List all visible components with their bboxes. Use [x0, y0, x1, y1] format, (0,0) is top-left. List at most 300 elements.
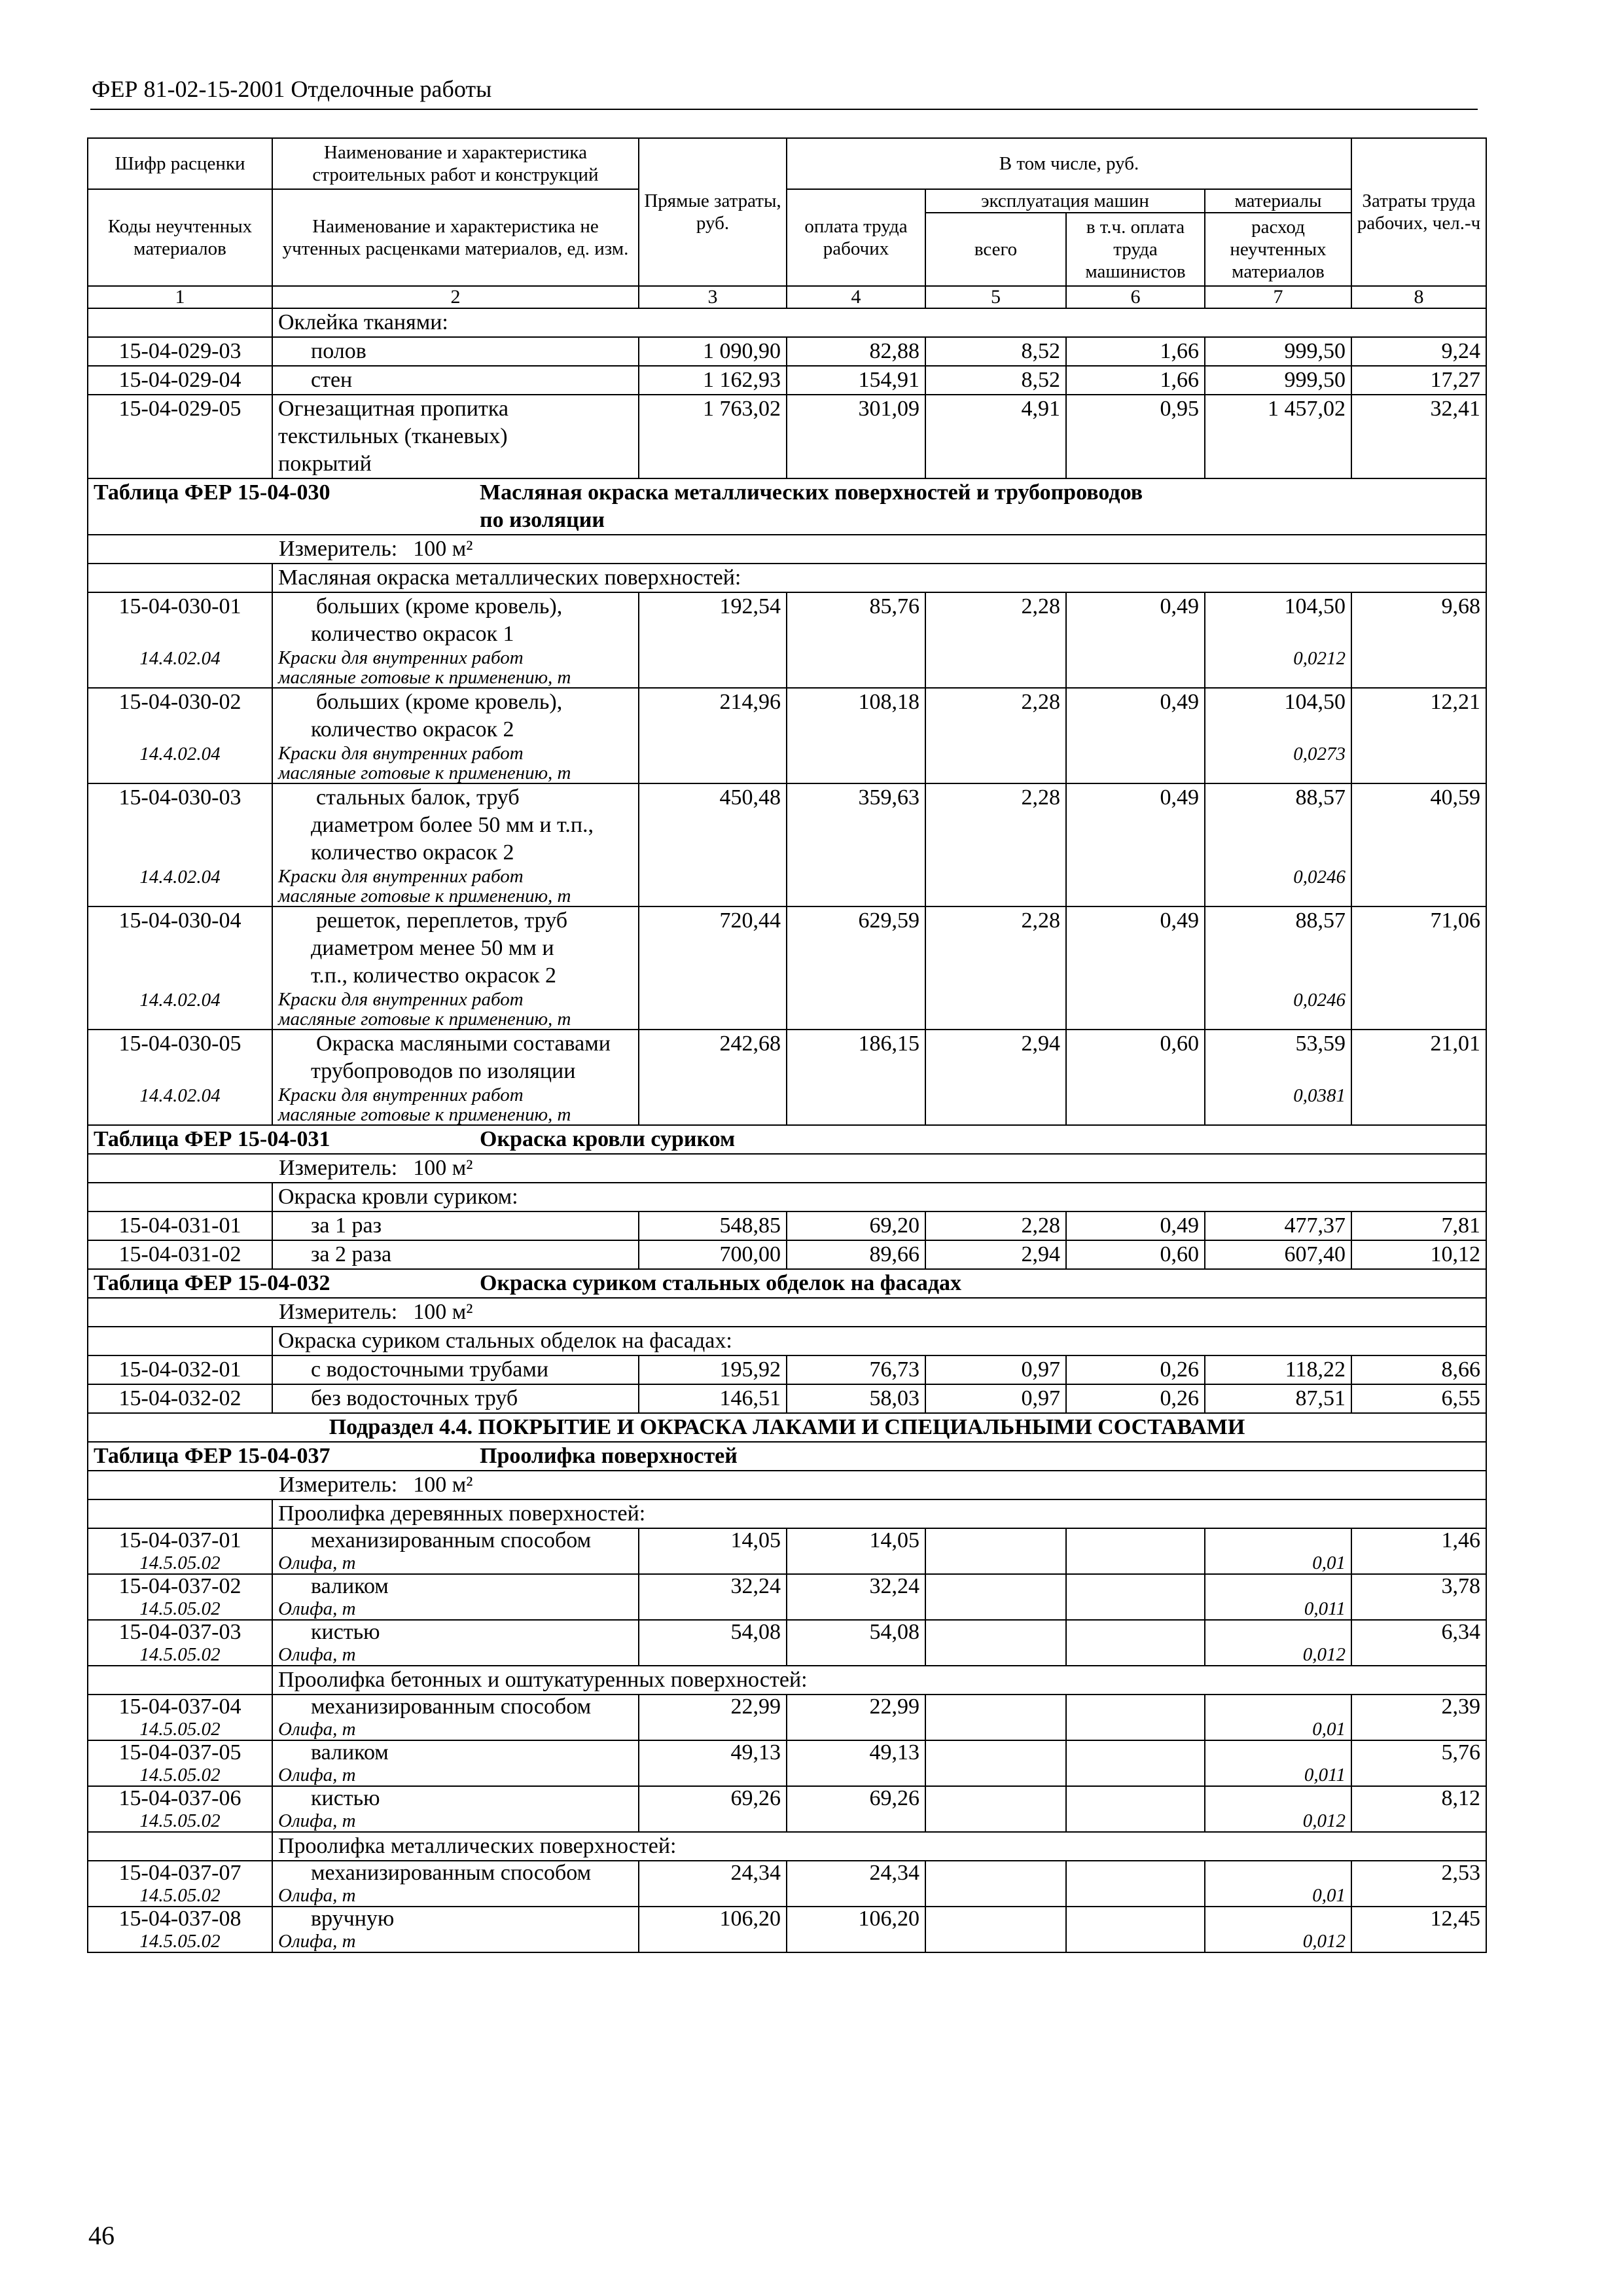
row-direct: 54,08 — [639, 1620, 787, 1666]
page-header-title: ФЕР 81-02-15-2001 Отделочные работы — [92, 76, 492, 102]
group-row — [88, 1666, 1486, 1695]
material-name: масляные готовые к применению, т — [278, 762, 571, 783]
row-materials: 1 457,02 — [1205, 395, 1351, 478]
row-m-total: 0,97 — [925, 1355, 1066, 1384]
material-code: 14.4.02.04 — [139, 1085, 221, 1106]
material-qty: 0,01 — [1312, 1552, 1346, 1573]
measure-row — [88, 1298, 1486, 1327]
row-materials — [1205, 1574, 1351, 1620]
material-qty: 0,01 — [1312, 1719, 1346, 1740]
row-code: 15-04-029-03 — [88, 337, 272, 366]
material-code: 14.5.05.02 — [139, 1552, 221, 1573]
row-code — [88, 906, 272, 1030]
group-spacer — [88, 1832, 272, 1861]
table-number: Таблица ФЕР 15-04-030 — [94, 480, 330, 505]
col-pay-header: оплата труда рабочих — [787, 189, 925, 286]
table-row — [88, 1861, 1486, 1907]
row-pay: 14,05 — [787, 1528, 925, 1574]
row-name — [272, 1740, 639, 1786]
row-pay: 24,34 — [787, 1861, 925, 1907]
row-m-pay — [1066, 1574, 1205, 1620]
row-m-total: 4,91 — [925, 395, 1066, 478]
row-name-line: кистью — [311, 1786, 380, 1810]
row-pay: 85,76 — [787, 592, 925, 688]
material-name: масляные готовые к применению, т — [278, 886, 571, 906]
row-code — [88, 1740, 272, 1786]
row-code-value: 15-04-037-01 — [118, 1528, 241, 1552]
rates-table — [87, 137, 1487, 1953]
row-direct: 1 763,02 — [639, 395, 787, 478]
row-code — [88, 1786, 272, 1832]
col-direct-header: Прямые затраты, руб. — [639, 138, 787, 286]
row-direct: 146,51 — [639, 1384, 787, 1413]
row-code — [88, 688, 272, 783]
row-materials-value: 53,59 — [1295, 1031, 1346, 1056]
row-materials — [1205, 1861, 1351, 1907]
row-code-value: 15-04-037-05 — [118, 1740, 241, 1765]
material-qty: 0,0381 — [1293, 1085, 1346, 1106]
row-code-value: 15-04-037-08 — [118, 1907, 241, 1931]
material-code: 14.4.02.04 — [139, 648, 221, 669]
row-m-pay: 1,66 — [1066, 366, 1205, 395]
material-code: 14.4.02.04 — [139, 990, 221, 1011]
row-m-pay: 0,49 — [1066, 1211, 1205, 1240]
row-pay: 301,09 — [787, 395, 925, 478]
material-name: Олифа, т — [278, 1810, 356, 1831]
table-row — [88, 1528, 1486, 1574]
table-name: Проолифка поверхностей — [480, 1444, 738, 1468]
measure-value: 100 м² — [413, 1473, 473, 1497]
material-qty: 0,0273 — [1293, 744, 1346, 764]
table-name: Окраска кровли суриком — [480, 1127, 736, 1151]
col-mat-sub-header: расход неучтенных материалов — [1205, 213, 1351, 286]
row-m-total: 8,52 — [925, 337, 1066, 366]
material-qty: 0,0246 — [1293, 990, 1346, 1011]
row-name: за 2 раза — [272, 1240, 639, 1269]
col-num-4: 4 — [787, 286, 925, 308]
row-m-pay — [1066, 1861, 1205, 1907]
row-m-pay: 0,95 — [1066, 395, 1205, 478]
row-labor: 12,45 — [1351, 1907, 1486, 1952]
material-code: 14.5.05.02 — [139, 1765, 221, 1785]
row-m-pay — [1066, 1786, 1205, 1832]
material-qty: 0,0212 — [1293, 648, 1346, 669]
group-row — [88, 308, 1486, 337]
row-m-pay: 0,60 — [1066, 1030, 1205, 1125]
row-name: с водосточными трубами — [272, 1355, 639, 1384]
row-direct: 720,44 — [639, 906, 787, 1030]
row-direct: 214,96 — [639, 688, 787, 783]
row-m-pay: 0,26 — [1066, 1384, 1205, 1413]
subsection-title: Подраздел 4.4. ПОКРЫТИЕ И ОКРАСКА ЛАКАМИ И СПЕЦИАЛЬНЫМИ СОСТАВАМИ — [88, 1413, 1486, 1442]
row-m-total — [925, 1528, 1066, 1574]
row-direct: 195,92 — [639, 1355, 787, 1384]
material-name: Краски для внутренних работ — [278, 647, 524, 668]
row-materials — [1205, 1786, 1351, 1832]
material-qty: 0,011 — [1304, 1765, 1346, 1785]
col-name-sub-header: Наименование и характеристика не учтенных расценками материалов, ед. изм. — [272, 189, 639, 286]
row-name-line: вручную — [311, 1907, 395, 1931]
material-qty: 0,0246 — [1293, 867, 1346, 888]
table-row — [88, 906, 1486, 1030]
row-m-pay — [1066, 1620, 1205, 1666]
row-name-line: диаметром менее 50 мм и — [311, 936, 554, 960]
group-label: Окраска кровли суриком: — [272, 1183, 1486, 1211]
row-name-line: валиком — [311, 1740, 389, 1765]
table-row — [88, 1384, 1486, 1413]
measure-label: Измеритель: — [279, 1473, 398, 1497]
row-name — [272, 1528, 639, 1574]
row-materials: 999,50 — [1205, 337, 1351, 366]
row-code-value: 15-04-037-02 — [118, 1574, 241, 1598]
row-materials: 477,37 — [1205, 1211, 1351, 1240]
row-labor: 32,41 — [1351, 395, 1486, 478]
subsection-row — [88, 1413, 1486, 1442]
table-number: Таблица ФЕР 15-04-032 — [94, 1271, 330, 1295]
row-direct: 49,13 — [639, 1740, 787, 1786]
row-name-line: решеток, переплетов, труб — [316, 908, 568, 933]
row-m-total — [925, 1740, 1066, 1786]
row-pay: 58,03 — [787, 1384, 925, 1413]
table-row — [88, 1211, 1486, 1240]
material-name: Олифа, т — [278, 1885, 356, 1906]
row-pay: 49,13 — [787, 1740, 925, 1786]
row-code — [88, 1030, 272, 1125]
table-row — [88, 395, 1486, 478]
row-name-line: количество окрасок 2 — [311, 840, 514, 865]
group-label: Проолифка деревянных поверхностей: — [272, 1499, 1486, 1528]
material-name: Олифа, т — [278, 1552, 356, 1573]
row-code: 15-04-029-04 — [88, 366, 272, 395]
row-direct: 24,34 — [639, 1861, 787, 1907]
measure-value: 100 м² — [413, 1300, 473, 1324]
row-labor: 2,53 — [1351, 1861, 1486, 1907]
row-name-line: больших (кроме кровель), — [316, 690, 563, 714]
group-label: Окраска суриком стальных обделок на фасадах: — [272, 1327, 1486, 1355]
table-row — [88, 1695, 1486, 1740]
col-name-header: Наименование и характеристика строительных работ и конструкций — [272, 138, 639, 189]
row-name: полов — [272, 337, 639, 366]
row-m-total: 2,94 — [925, 1030, 1066, 1125]
row-name-line: Окраска масляными составами — [316, 1031, 611, 1056]
row-materials-value: 104,50 — [1284, 690, 1346, 714]
group-spacer — [88, 1499, 272, 1528]
row-materials: 118,22 — [1205, 1355, 1351, 1384]
row-labor: 17,27 — [1351, 366, 1486, 395]
row-code: 15-04-032-01 — [88, 1355, 272, 1384]
row-pay: 186,15 — [787, 1030, 925, 1125]
table-header — [88, 138, 1486, 308]
row-code — [88, 592, 272, 688]
row-m-total — [925, 1620, 1066, 1666]
measure-value: 100 м² — [413, 1156, 473, 1180]
row-name — [272, 592, 639, 688]
measure-value: 100 м² — [413, 537, 473, 561]
row-labor: 6,55 — [1351, 1384, 1486, 1413]
row-m-total: 8,52 — [925, 366, 1066, 395]
table-row — [88, 1030, 1486, 1125]
row-code-value: 15-04-037-07 — [118, 1861, 241, 1885]
row-pay: 76,73 — [787, 1355, 925, 1384]
measure-label: Измеритель: — [279, 1300, 398, 1324]
col-code-header: Шифр расценки — [88, 138, 272, 189]
row-labor: 71,06 — [1351, 906, 1486, 1030]
table-name: Масляная окраска металлических поверхностей и трубопроводов — [480, 480, 1143, 505]
row-labor: 8,12 — [1351, 1786, 1486, 1832]
table-row — [88, 366, 1486, 395]
group-row — [88, 1832, 1486, 1861]
row-name: без водосточных труб — [272, 1384, 639, 1413]
material-code: 14.4.02.04 — [139, 744, 221, 764]
row-name-line: механизированным способом — [311, 1528, 592, 1552]
row-name-line: т.п., количество окрасок 2 — [311, 963, 557, 988]
group-row — [88, 1499, 1486, 1528]
table-row — [88, 688, 1486, 783]
row-code — [88, 1907, 272, 1952]
material-name: Олифа, т — [278, 1644, 356, 1665]
row-m-total: 2,28 — [925, 906, 1066, 1030]
row-labor: 6,34 — [1351, 1620, 1486, 1666]
col-incl-header: В том числе, руб. — [787, 138, 1351, 189]
row-materials — [1205, 1907, 1351, 1952]
row-m-pay — [1066, 1528, 1205, 1574]
group-row — [88, 1327, 1486, 1355]
row-code — [88, 1861, 272, 1907]
row-m-total — [925, 1861, 1066, 1907]
measure-row — [88, 1154, 1486, 1183]
row-code — [88, 783, 272, 906]
row-materials — [1205, 688, 1351, 783]
row-name-line: покрытий — [278, 452, 372, 476]
row-materials: 607,40 — [1205, 1240, 1351, 1269]
measure-label: Измеритель: — [279, 1156, 398, 1180]
table-row — [88, 1907, 1486, 1952]
row-code-value: 15-04-030-05 — [118, 1031, 241, 1056]
row-materials: 87,51 — [1205, 1384, 1351, 1413]
col-num-1: 1 — [88, 286, 272, 308]
row-name — [272, 783, 639, 906]
table-title-row — [88, 1125, 1486, 1154]
material-name: Краски для внутренних работ — [278, 866, 524, 887]
col-num-5: 5 — [925, 286, 1066, 308]
row-m-total — [925, 1574, 1066, 1620]
row-name-line: количество окрасок 2 — [311, 717, 514, 742]
row-m-pay — [1066, 1695, 1205, 1740]
col-labor-header: Затраты труда рабочих, чел.-ч — [1351, 138, 1486, 286]
material-code: 14.5.05.02 — [139, 1931, 221, 1952]
row-direct: 700,00 — [639, 1240, 787, 1269]
table-row — [88, 1786, 1486, 1832]
table-title-row — [88, 1269, 1486, 1298]
row-m-pay: 0,26 — [1066, 1355, 1205, 1384]
material-code: 14.4.02.04 — [139, 867, 221, 888]
group-label: Проолифка бетонных и оштукатуренных поверхностей: — [272, 1666, 1486, 1695]
header-rule — [90, 109, 1478, 110]
row-name — [272, 906, 639, 1030]
col-machines-header: эксплуатация машин — [925, 189, 1205, 213]
row-name-line: механизированным способом — [311, 1861, 592, 1885]
row-m-pay: 0,49 — [1066, 906, 1205, 1030]
row-labor: 2,39 — [1351, 1695, 1486, 1740]
row-name-line: количество окрасок 1 — [311, 622, 514, 646]
row-code: 15-04-032-02 — [88, 1384, 272, 1413]
table-row — [88, 1574, 1486, 1620]
row-pay: 359,63 — [787, 783, 925, 906]
col-materials-header: материалы — [1205, 189, 1351, 213]
row-name-line: кистью — [311, 1620, 380, 1644]
row-materials — [1205, 1740, 1351, 1786]
row-m-pay: 0,49 — [1066, 592, 1205, 688]
row-pay: 54,08 — [787, 1620, 925, 1666]
material-name: Краски для внутренних работ — [278, 989, 524, 1010]
row-code-value: 15-04-030-04 — [118, 908, 241, 933]
table-row — [88, 592, 1486, 688]
row-name-line: механизированным способом — [311, 1695, 592, 1719]
row-m-pay — [1066, 1740, 1205, 1786]
col-num-2: 2 — [272, 286, 639, 308]
material-name: Краски для внутренних работ — [278, 1085, 524, 1105]
row-labor: 10,12 — [1351, 1240, 1486, 1269]
material-name: масляные готовые к применению, т — [278, 1009, 571, 1030]
row-code-value: 15-04-030-01 — [118, 594, 241, 619]
row-materials — [1205, 1528, 1351, 1574]
row-code — [88, 1574, 272, 1620]
group-label: Проолифка металлических поверхностей: — [272, 1832, 1486, 1861]
row-direct: 32,24 — [639, 1574, 787, 1620]
row-labor: 7,81 — [1351, 1211, 1486, 1240]
row-name-line: диаметром более 50 мм и т.п., — [311, 813, 594, 837]
row-name — [272, 1695, 639, 1740]
row-direct: 450,48 — [639, 783, 787, 906]
col-m-pay-header: в т.ч. оплата труда машинистов — [1066, 213, 1205, 286]
measure-label: Измеритель: — [279, 537, 398, 561]
row-labor: 3,78 — [1351, 1574, 1486, 1620]
group-row — [88, 1183, 1486, 1211]
col-num-3: 3 — [639, 286, 787, 308]
page-number: 46 — [88, 2221, 115, 2250]
row-direct: 1 162,93 — [639, 366, 787, 395]
table-row — [88, 1740, 1486, 1786]
row-m-pay — [1066, 1907, 1205, 1952]
col-m-total-header: всего — [925, 213, 1066, 286]
material-name: Олифа, т — [278, 1765, 356, 1785]
row-labor: 5,76 — [1351, 1740, 1486, 1786]
row-direct: 548,85 — [639, 1211, 787, 1240]
row-pay: 69,20 — [787, 1211, 925, 1240]
table-row — [88, 1620, 1486, 1666]
row-pay: 22,99 — [787, 1695, 925, 1740]
material-code: 14.5.05.02 — [139, 1644, 221, 1665]
row-labor: 8,66 — [1351, 1355, 1486, 1384]
material-qty: 0,01 — [1312, 1885, 1346, 1906]
material-qty: 0,012 — [1302, 1931, 1346, 1952]
row-materials — [1205, 1695, 1351, 1740]
row-direct: 1 090,90 — [639, 337, 787, 366]
table-row — [88, 1355, 1486, 1384]
group-row — [88, 564, 1486, 592]
table-title-row — [88, 478, 1486, 535]
row-name — [272, 1786, 639, 1832]
material-name: масляные готовые к применению, т — [278, 667, 571, 688]
row-code-value: 15-04-037-04 — [118, 1695, 241, 1719]
material-code: 14.5.05.02 — [139, 1885, 221, 1906]
measure-row — [88, 1471, 1486, 1499]
row-name — [272, 1030, 639, 1125]
row-m-pay: 0,49 — [1066, 688, 1205, 783]
table-row — [88, 783, 1486, 906]
group-label: Оклейка тканями: — [272, 308, 1486, 337]
row-materials-value: 88,57 — [1295, 908, 1346, 933]
measure-row — [88, 535, 1486, 564]
row-code — [88, 1620, 272, 1666]
row-labor: 1,46 — [1351, 1528, 1486, 1574]
row-direct: 14,05 — [639, 1528, 787, 1574]
material-name: Краски для внутренних работ — [278, 743, 524, 764]
row-direct: 22,99 — [639, 1695, 787, 1740]
row-name — [272, 395, 639, 478]
row-labor: 40,59 — [1351, 783, 1486, 906]
table-number: Таблица ФЕР 15-04-031 — [94, 1127, 330, 1151]
row-pay: 69,26 — [787, 1786, 925, 1832]
row-m-total — [925, 1695, 1066, 1740]
row-materials: 999,50 — [1205, 366, 1351, 395]
row-code: 15-04-031-01 — [88, 1211, 272, 1240]
row-materials — [1205, 1030, 1351, 1125]
row-materials-value: 104,50 — [1284, 594, 1346, 619]
row-m-pay: 1,66 — [1066, 337, 1205, 366]
row-direct: 242,68 — [639, 1030, 787, 1125]
row-m-total: 2,28 — [925, 783, 1066, 906]
row-pay: 89,66 — [787, 1240, 925, 1269]
row-name — [272, 1620, 639, 1666]
row-name — [272, 1907, 639, 1952]
row-labor: 21,01 — [1351, 1030, 1486, 1125]
material-code: 14.5.05.02 — [139, 1719, 221, 1740]
material-name: Олифа, т — [278, 1719, 356, 1740]
row-materials — [1205, 906, 1351, 1030]
row-code-value: 15-04-030-02 — [118, 690, 241, 714]
row-name-line: стальных балок, труб — [316, 785, 520, 810]
row-name: стен — [272, 366, 639, 395]
row-pay: 629,59 — [787, 906, 925, 1030]
row-name-line: текстильных (тканевых) — [278, 424, 508, 448]
row-name-line: валиком — [311, 1574, 389, 1598]
material-name: масляные готовые к применению, т — [278, 1104, 571, 1125]
row-materials — [1205, 592, 1351, 688]
table-row — [88, 337, 1486, 366]
row-code: 15-04-029-05 — [88, 395, 272, 478]
table-name: по изоляции — [480, 508, 605, 532]
row-materials — [1205, 783, 1351, 906]
row-pay: 106,20 — [787, 1907, 925, 1952]
row-direct: 69,26 — [639, 1786, 787, 1832]
row-m-total: 0,97 — [925, 1384, 1066, 1413]
row-materials — [1205, 1620, 1351, 1666]
material-qty: 0,012 — [1302, 1644, 1346, 1665]
group-spacer — [88, 1666, 272, 1695]
row-m-pay: 0,49 — [1066, 783, 1205, 906]
row-code — [88, 1528, 272, 1574]
row-code: 15-04-031-02 — [88, 1240, 272, 1269]
row-pay: 108,18 — [787, 688, 925, 783]
row-name — [272, 688, 639, 783]
row-direct: 192,54 — [639, 592, 787, 688]
table-row — [88, 1240, 1486, 1269]
row-labor: 9,24 — [1351, 337, 1486, 366]
row-labor: 12,21 — [1351, 688, 1486, 783]
row-pay: 32,24 — [787, 1574, 925, 1620]
row-m-pay: 0,60 — [1066, 1240, 1205, 1269]
